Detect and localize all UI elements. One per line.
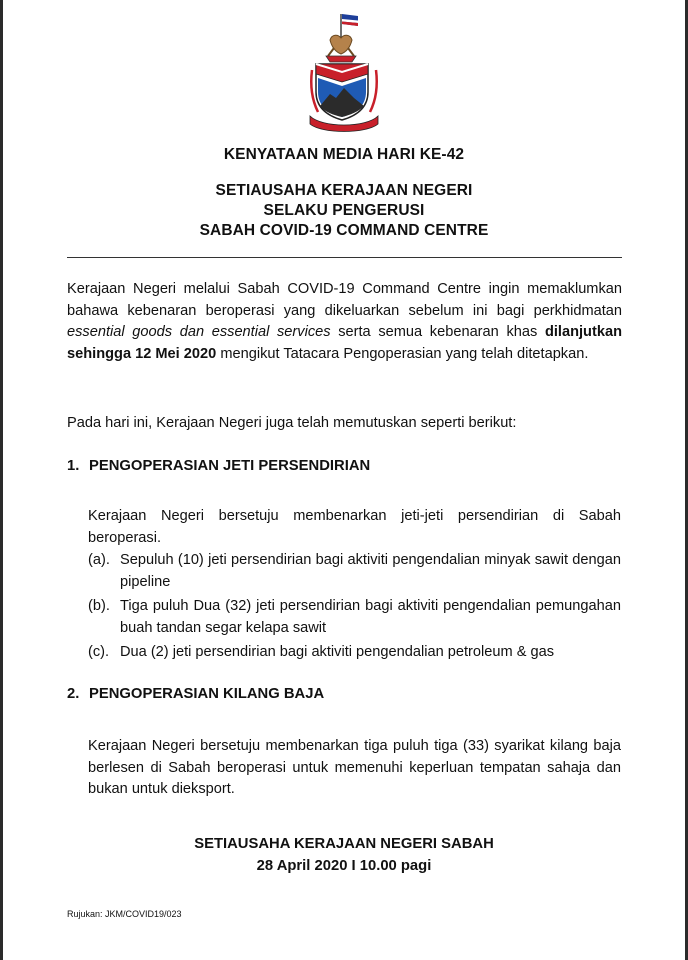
section-2-body: Kerajaan Negeri bersetuju membenarkan tiga puluh tiga (33) syarikat kilang baja berlesen di Sabah beroperasi untuk memenuhi keperluan tempatan sahaja dan bukan untuk dieksport. bbox=[88, 738, 621, 797]
list-item bbox=[88, 550, 621, 593]
media-statement-title: KENYATAAN MEDIA HARI KE-42 bbox=[223, 146, 465, 163]
decision-intro: Pada hari ini, Kerajaan Negeri juga telah memutuskan seperti berikut: bbox=[67, 415, 517, 431]
sabah-coat-of-arms bbox=[306, 8, 382, 134]
list-item bbox=[88, 642, 621, 664]
list-item-label: (b). bbox=[88, 598, 110, 614]
list-item-text: Sepuluh (10) jeti persendirian bagi aktiviti pengendalian minyak sawit dengan pipeline bbox=[120, 552, 621, 590]
list-item bbox=[88, 596, 621, 639]
intro-paragraph bbox=[67, 279, 622, 365]
section-2-number: 2. bbox=[67, 686, 80, 702]
issuer-line-1: SETIAUSAHA KERAJAAN NEGERI bbox=[215, 182, 473, 199]
intro-text-3: mengikut Tatacara Pengoperasian yang telah ditetapkan. bbox=[216, 345, 589, 362]
intro-bold-text: dilanjutkan sehingga 12 Mei 2020 bbox=[67, 324, 622, 362]
issuer-line-2: SELAKU PENGERUSI bbox=[263, 202, 425, 219]
list-item-text: Tiga puluh Dua (32) jeti persendirian bagi aktiviti pengendalian pemungahan buah tandan segar kelapa sawit bbox=[120, 598, 621, 636]
intro-italic-text: essential goods dan essential services bbox=[67, 324, 331, 340]
section-1-body: Kerajaan Negeri bersetuju membenarkan jeti-jeti persendirian di Sabah beroperasi. bbox=[88, 508, 621, 546]
list-item-label: (c). bbox=[88, 644, 110, 660]
header-divider bbox=[67, 257, 622, 258]
section-2-title: PENGOPERASIAN KILANG BAJA bbox=[89, 686, 325, 702]
list-item-text: Dua (2) jeti persendirian bagi aktiviti pengendalian petroleum & gas bbox=[120, 644, 555, 660]
intro-text-2: serta semua kebenaran khas bbox=[330, 324, 545, 340]
statement-datetime: 28 April 2020 I 10.00 pagi bbox=[256, 858, 432, 874]
issuer-line-3: SABAH COVID-19 COMMAND CENTRE bbox=[199, 222, 489, 239]
section-1-title: PENGOPERASIAN JETI PERSENDIRIAN bbox=[89, 458, 371, 474]
section-1-heading bbox=[67, 458, 370, 474]
section-1-number: 1. bbox=[67, 458, 80, 474]
list-item-label: (a). bbox=[88, 552, 110, 568]
intro-text-1: Kerajaan Negeri melalui Sabah COVID-19 Command Centre ingin memaklumkan bahawa kebenaran beroperasi yang dikeluarkan sebelum ini bagi perkhidmatan bbox=[67, 281, 622, 319]
signatory: SETIAUSAHA KERAJAAN NEGERI SABAH bbox=[194, 836, 494, 852]
section-2-heading bbox=[67, 686, 324, 702]
reference-number: Rujukan: JKM/COVID19/023 bbox=[67, 909, 182, 919]
section-1-list bbox=[88, 550, 621, 667]
